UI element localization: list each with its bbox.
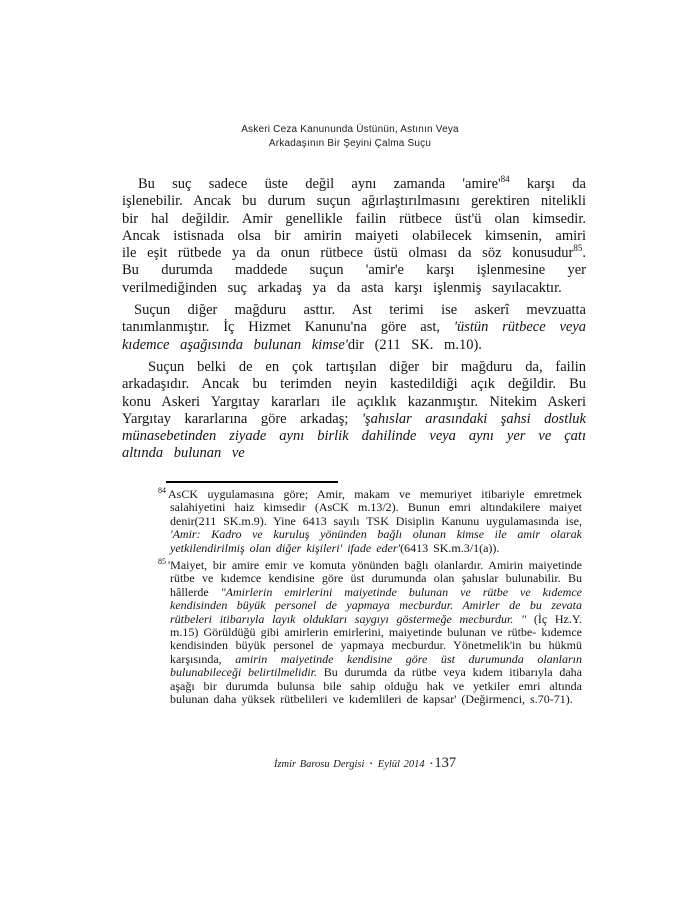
text-run-italic: amirin maiyetinde kendisine göre üst durumunda olanların bulunabileceği belirtilmelidir. (170, 651, 583, 680)
footnote-ref-84: 84 (500, 174, 510, 185)
footnote-separator (166, 481, 338, 483)
footnote-85 (158, 559, 582, 706)
text-run: Bu suç sadece üste değil aynı zamanda 'amire' (138, 176, 501, 192)
text-run-italic: "Amirlerin emirlerini maiyetinde bulunan ve rütbe ve kıdemce kendisinden büyük personel de yapmaya mecburdur. Amirler de bu zevata rütbeleri itibarıyla layık oldukları saygıyı göstermeğe mecburdur. " (170, 584, 582, 626)
text-run-italic: 'Amir: Kadro ve kuruluş yönünden bağlı olunan kimse ile amir olarak yetkilendirilmiş olan diğer kişileri' ifade eder' (170, 527, 582, 555)
footnote-ref-85: 85 (573, 243, 583, 254)
running-header (118, 123, 582, 151)
text-run-italic: 'şahıslar arasındaki şahsi dostluk münasebetinden ziyade aynı birlik dahilinde veya aynı yer ve çatı altında bulunan ve (122, 410, 586, 462)
footnote-number: 84 (158, 486, 166, 495)
text-run: 'Maiyet, bir amire emir ve komuta yönünden bağlı olanlardır. Amirin maiyetinde rütbe ve kıdemce kendisine göre üst durumunda olan şahıslar bulunabilir. Bu hâllerde (168, 558, 582, 599)
text-run: . Bu durumda maddede suçun 'amir'e karşı işlenmesine yer verilmediğinden suç arkadaş ya da asta karşı işlenmiş sayılacaktır. (122, 245, 586, 296)
paragraph-3 (122, 359, 586, 463)
text-run: Suçun belki de en çok tartışılan diğer bir mağduru da, failin arkadaşıdır. Ancak bu terimden neyin kastedildiği açık değildir. Bu konu Askeri Yargıtay kararları ile açıklık kazanmıştır. Nitekim Askeri Yargıtay kararlarına göre arkadaş; (122, 358, 586, 427)
text-run-italic: 'üstün rütbece veya kıdemce aşağısında bulunan kimse' (122, 319, 586, 353)
text-run: (İç Hz.Y. m.15) Görüldüğü gibi amirlerin emirlerini, maiyetinde bulunan ve rütbe- kıdemce kendisinden büyük personel de yapmaya mecburdur. Yönetmelik'in bu hükmü karşısında, (170, 611, 582, 666)
footnote-84 (158, 488, 582, 555)
text-run: (6413 SK.m.3/1(a)). (400, 540, 500, 555)
separator-bullet: ▪ (430, 761, 433, 767)
text-run: Bu durumda da rütbe veya kıdem itibarıyla daha aşağı bir durumda bulunsa bile sahip olduğu hak ve yetkiler emri altında bulunan daha yüksek rütbelileri ve kıdemlileri de kapsar' (Değirmenci, s.70-71). (170, 665, 582, 707)
page-number: 137 (434, 755, 457, 771)
issue-date: Eylül 2014 (377, 759, 425, 770)
journal-name: İzmir Barosu Dergisi (273, 759, 365, 770)
running-header-line2: Arkadaşının Bir Şeyini Çalma Suçu (268, 138, 432, 149)
separator-bullet: ▪ (370, 761, 373, 767)
running-header-line1: Askeri Ceza Kanununda Üstünün, Astının Veya (241, 124, 459, 135)
text-run: Suçun diğer mağduru asttır. Ast terimi ise askerî mevzuatta tanımlanmıştır. İç Hizmet Kanunu'na göre ast, (122, 302, 586, 336)
paragraph-1 (122, 176, 586, 297)
paragraph-2 (122, 302, 586, 354)
text-run: AsCK uygulamasına göre; Amir, makam ve memuriyet itibariyle emretmek salahiyetini haiz kimsedir (AsCK m.13/2). Bunun emri altındakilere maiyet denir(211 SK.m.9). Yine 6413 sayılı TSK Disiplin Kanunu uygulamasında ise, (168, 487, 582, 528)
page-footer (40, 755, 690, 772)
footnote-number: 85 (158, 557, 166, 567)
article-body (122, 176, 586, 468)
text-run: dir (211 SK. m.10). (347, 336, 482, 353)
text-run: karşı da işlenebilir. Ancak bu durum suçun ağırlaştırılmasını gerektiren nitelikli bir hal değildir. Amir genellikle failin rütbece üst'ü olan kimsedir. Ancak istisnada olsa bir amirin maiyeti olabilecek kimsenin, amiri ile eşit rütbede ya da onun rütbece üstü olması da söz konusudur (122, 176, 586, 262)
footnotes-section (158, 488, 582, 711)
